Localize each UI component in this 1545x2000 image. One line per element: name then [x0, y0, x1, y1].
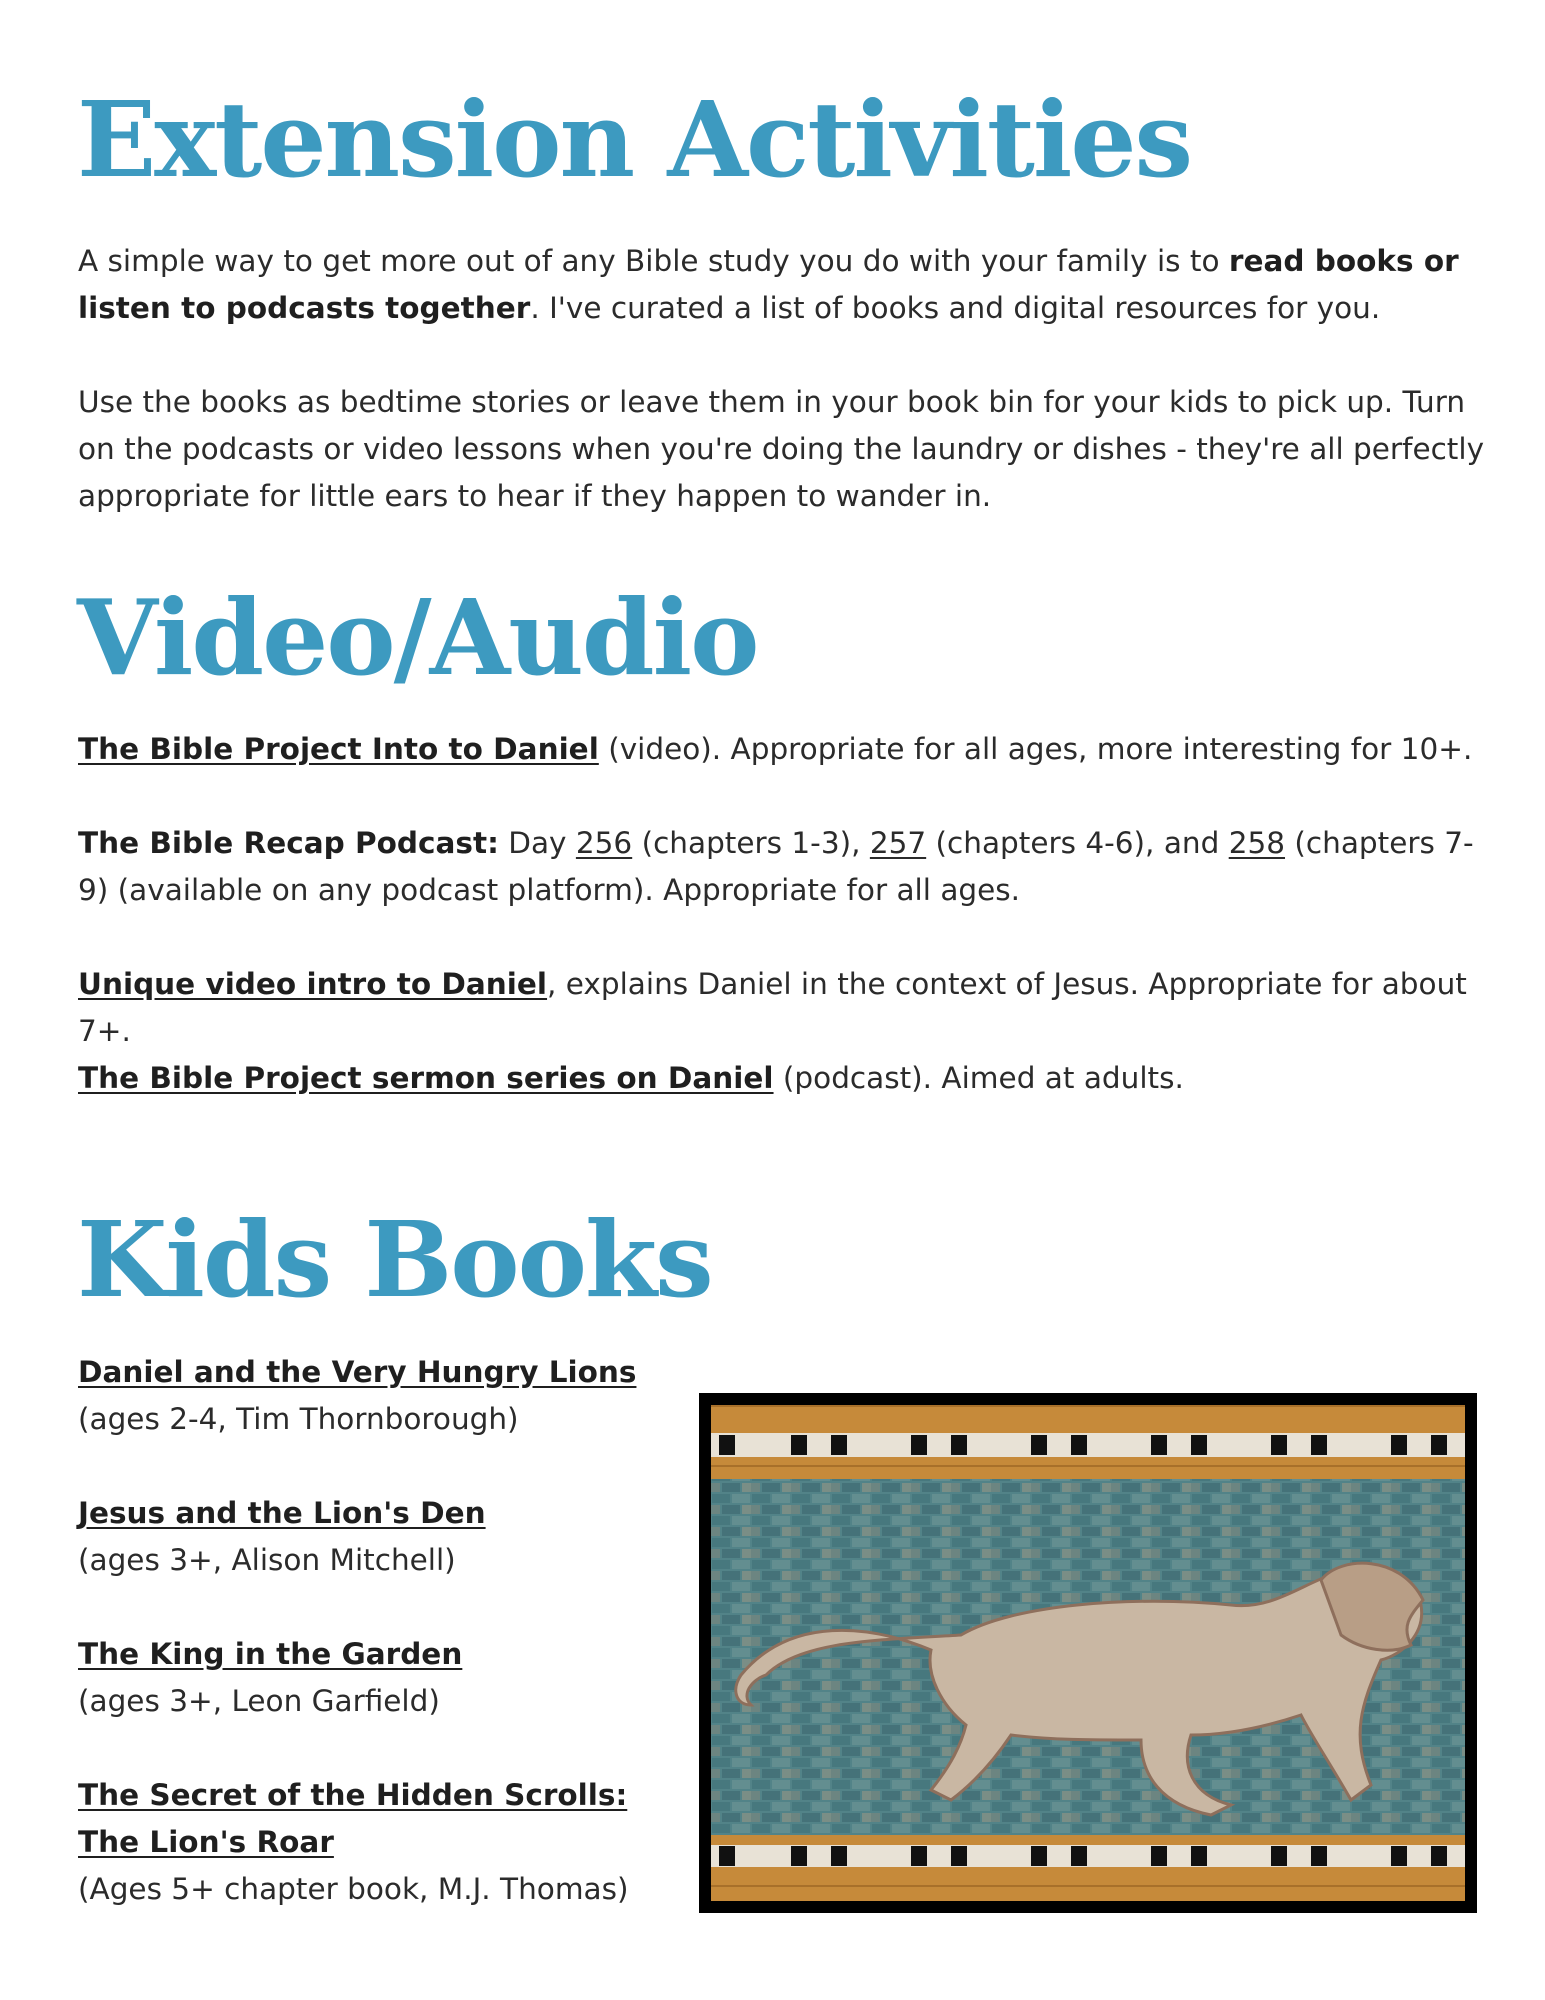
bible-project-intro-link[interactable]: The Bible Project Into to Daniel: [78, 732, 599, 766]
usage-paragraph: Use the books as bedtime stories or leave them in your book bin for your kids to pick up. Turn on the podcasts or video lessons when you're doing the laundry or dishes - they're all perfectly appropriate for little ears to hear if they happen to wander in.: [78, 385, 1485, 513]
book-item: [78, 1349, 678, 1443]
video-item-bible-recap: [78, 820, 1498, 914]
unique-video-intro-desc: , explains Daniel in the context of Jesus. Appropriate for about 7+.: [78, 967, 1467, 1048]
bible-project-intro-desc: (video). Appropriate for all ages, more interesting for 10+.: [598, 732, 1473, 766]
intro-text: A simple way to get more out of any Bible study you do with your family is to: [78, 244, 1229, 278]
kids-books-heading: Kids Books: [77, 1198, 712, 1321]
day-256-link[interactable]: 256: [575, 826, 633, 860]
book-meta: (ages 2-4, Tim Thornborough): [78, 1402, 519, 1436]
chapters-1-3: (chapters 1-3),: [632, 826, 870, 860]
intro-emphasis: read books or listen to podcasts together: [78, 244, 1459, 325]
lion-relief-image: [711, 1405, 1465, 1901]
book-item: [78, 1631, 678, 1725]
book-item: [78, 1490, 678, 1584]
book-title-link-line2[interactable]: The Lion's Roar: [78, 1825, 334, 1859]
tile-strip-bottom: [711, 1845, 1465, 1867]
bible-recap-day: Day: [498, 826, 576, 860]
video-item-sermon-series: [78, 1055, 1498, 1102]
book-title-link[interactable]: Jesus and the Lion's Den: [78, 1496, 486, 1530]
video-item-bible-project-intro: [78, 726, 1498, 773]
intro-text-end: . I've curated a list of books and digital resources for you.: [530, 291, 1381, 325]
sermon-series-link[interactable]: The Bible Project sermon series on Daniel: [78, 1061, 774, 1095]
book-meta: (ages 3+, Leon Garfield): [78, 1684, 440, 1718]
day-258-link[interactable]: 258: [1228, 826, 1286, 860]
intro-paragraph: [78, 238, 1498, 332]
chapters-4-6: (chapters 4-6), and: [926, 826, 1229, 860]
sermon-series-desc: (podcast). Aimed at adults.: [773, 1061, 1184, 1095]
lion-relief-photo: [699, 1393, 1477, 1913]
book-meta: (ages 3+, Alison Mitchell): [78, 1543, 456, 1577]
book-item: [78, 1772, 678, 1913]
bible-recap-label: The Bible Recap Podcast:: [78, 826, 499, 860]
extension-activities-heading: Extension Activities: [77, 78, 1192, 201]
day-257-link[interactable]: 257: [869, 826, 927, 860]
chapters-7-9: (chapters 7-9) (available on any podcast platform). Appropriate for all ages.: [78, 826, 1474, 907]
unique-video-intro-link[interactable]: Unique video intro to Daniel: [78, 967, 548, 1001]
tile-strip-top: [711, 1433, 1465, 1457]
video-audio-heading: Video/Audio: [77, 576, 758, 699]
book-title-link[interactable]: The Secret of the Hidden Scrolls:: [78, 1778, 628, 1812]
book-meta: (Ages 5+ chapter book, M.J. Thomas): [78, 1872, 629, 1906]
video-item-unique-intro: [78, 961, 1498, 1055]
book-title-link[interactable]: The King in the Garden: [78, 1637, 463, 1671]
book-title-link[interactable]: Daniel and the Very Hungry Lions: [78, 1355, 637, 1389]
